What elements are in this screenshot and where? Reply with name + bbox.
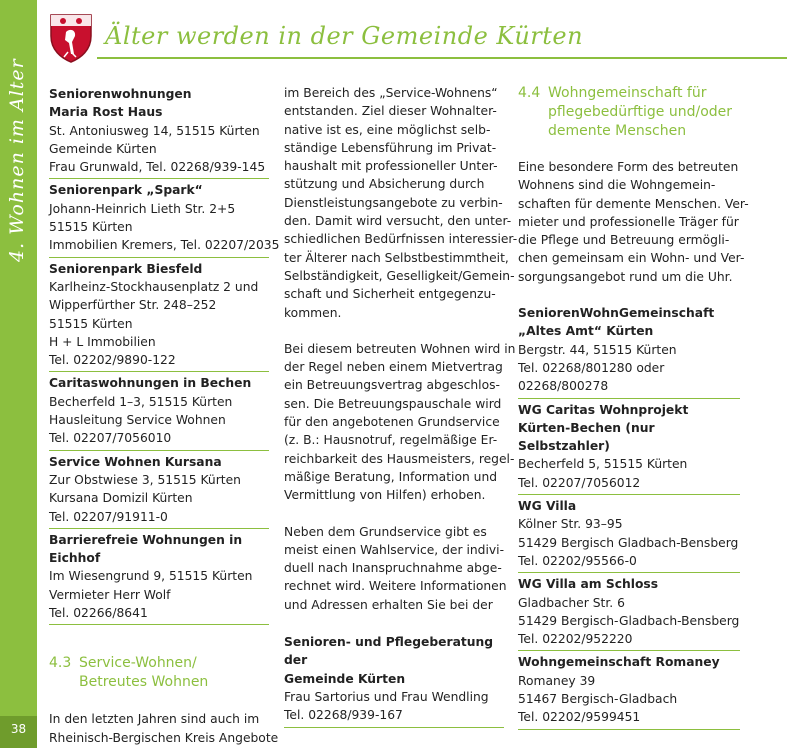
paragraph-line: ter Älterer nach Selbstbestimmtheit, bbox=[284, 250, 509, 265]
entry-line: Becherfeld 1–3, 51515 Kürten bbox=[49, 394, 233, 409]
contact-line: Frau Sartorius und Frau Wendling bbox=[284, 689, 489, 704]
contact-phone: Tel. 02268/939-167 bbox=[284, 708, 403, 723]
entry-title: WG Caritas Wohnprojekt bbox=[518, 402, 689, 417]
address-entry bbox=[49, 373, 269, 450]
paragraph-line: Dienstleistungsangebote zu verbin- bbox=[284, 195, 503, 210]
paragraph-line: und Adressen erhalten Sie bei der bbox=[284, 597, 493, 612]
chapter-label bbox=[6, 226, 42, 262]
paragraph-line: ein Betreuungsvertrag abgeschlos- bbox=[284, 378, 500, 393]
header-divider bbox=[97, 57, 787, 59]
entry-title: Maria Rost Haus bbox=[49, 105, 163, 120]
paragraph-line: entstanden. Ziel dieser Wohnalter- bbox=[284, 104, 497, 119]
page-title: Älter werden in der Gemeinde Kürten bbox=[105, 22, 584, 50]
entry-line: Karlheinz-Stockhausenplatz 2 und bbox=[49, 279, 259, 294]
paragraph-line: Selbständigkeit, Geselligkeit/Gemein- bbox=[284, 268, 515, 283]
entry-title: WG Villa bbox=[518, 499, 577, 514]
contact-name: Senioren- und Pflegeberatung der bbox=[284, 635, 494, 668]
column-2 bbox=[284, 84, 518, 729]
entry-line: Romaney 39 bbox=[518, 673, 596, 688]
entry-title: Caritaswohnungen in Bechen bbox=[49, 376, 252, 391]
entry-line: 51515 Kürten bbox=[49, 316, 133, 331]
paragraph-line: mäßige Beratung, Information und bbox=[284, 469, 498, 484]
address-entry bbox=[49, 84, 269, 179]
entry-line: Tel. 02202/9599451 bbox=[518, 710, 641, 725]
paragraph-line: Bei diesem betreuten Wohnen wird in bbox=[284, 341, 516, 356]
entry-title: Wohngemeinschaft Romaney bbox=[518, 655, 720, 670]
paragraph-line: im Bereich des „Service-Wohnens“ bbox=[284, 86, 498, 100]
entry-line: Tel. 02202/9890-122 bbox=[49, 353, 176, 368]
paragraph-line: schaft und Sicherheit entgegenzu- bbox=[284, 287, 496, 302]
entry-line: Tel. 02266/8641 bbox=[49, 606, 148, 621]
address-entry bbox=[518, 574, 740, 651]
paragraph-line: schiedlichen Bedürfnissen interessier- bbox=[284, 232, 518, 247]
column-3 bbox=[518, 84, 749, 731]
paragraph-line: duell nach Inanspruchnahme abge- bbox=[284, 561, 502, 576]
page-number: 38 bbox=[10, 722, 27, 736]
paragraph-line: reichbarkeit des Hausmeisters, regel- bbox=[284, 451, 515, 466]
section-title-line: Service-Wohnen/ bbox=[79, 655, 197, 672]
entry-title: Seniorenwohnungen bbox=[49, 87, 192, 101]
entry-title: WG Villa am Schloss bbox=[518, 577, 659, 592]
contact-entry bbox=[284, 632, 504, 727]
entry-line: Tel. 02207/7056012 bbox=[518, 475, 641, 490]
section-heading-4-3 bbox=[49, 654, 269, 692]
paragraph-line: mieter und professionelle Träger für bbox=[518, 214, 739, 229]
paragraph-line: chen gemeinsam ein Wohn- und Ver- bbox=[518, 251, 745, 266]
paragraph-line: stützung und Absicherung durch bbox=[284, 177, 485, 192]
address-entry bbox=[518, 652, 740, 729]
paragraph-line: kommen. bbox=[284, 305, 342, 320]
address-entry bbox=[49, 259, 269, 373]
paragraph-line: schaften für demente Menschen. Ver- bbox=[518, 196, 749, 211]
entry-line: Zur Obstwiese 3, 51515 Kürten bbox=[49, 472, 241, 487]
address-entry bbox=[518, 303, 740, 398]
entry-line: Bergstr. 44, 51515 Kürten bbox=[518, 342, 677, 357]
paragraph-line: die Pflege und Betreuung ermögli- bbox=[518, 233, 730, 248]
entry-line: H + L Immobilien bbox=[49, 334, 156, 349]
paragraph-line: der Regel neben einem Mietvertrag bbox=[284, 360, 503, 375]
entry-line: Tel. 02202/95566-0 bbox=[518, 553, 637, 568]
section-title-line: pflegebedürftige und/oder bbox=[548, 104, 733, 120]
entry-line: 02268/800278 bbox=[518, 379, 609, 394]
entry-title: „Altes Amt“ Kürten bbox=[518, 324, 654, 339]
paragraph-line: (z. B.: Hausnotruf, regelmäßige Er- bbox=[284, 433, 498, 448]
entry-line: Kölner Str. 93–95 bbox=[518, 517, 623, 532]
paragraph-line: Vermittlung von Hilfen) erhoben. bbox=[284, 488, 486, 503]
section-heading-4-4 bbox=[518, 84, 740, 141]
address-entry bbox=[518, 496, 740, 573]
entry-line: 51467 Bergisch-Gladbach bbox=[518, 692, 678, 707]
text-line: In den letzten Jahren sind auch im bbox=[49, 712, 260, 727]
entry-line: 51429 Bergisch Gladbach-Bensberg bbox=[518, 535, 739, 550]
entry-line: Johann-Heinrich Lieth Str. 2+5 bbox=[49, 201, 236, 216]
entry-title: Kürten-Bechen (nur Selbstzahler) bbox=[518, 420, 655, 454]
entry-line: Hausleitung Service Wohnen bbox=[49, 413, 226, 428]
section-number: 4.4 bbox=[518, 85, 541, 101]
entry-line: Tel. 02202/952220 bbox=[518, 632, 633, 647]
paragraph-line: sorgungsangebot rund um die Uhr. bbox=[518, 269, 733, 284]
entry-line: Vermieter Herr Wolf bbox=[49, 587, 171, 602]
entry-title: Seniorenpark „Spark“ bbox=[49, 183, 203, 198]
paragraph-line: haushalt mit professioneller Unter- bbox=[284, 159, 498, 174]
paragraph-line: rechnet wird. Weitere Informationen bbox=[284, 579, 507, 594]
entry-line: Kursana Domizil Kürten bbox=[49, 491, 193, 506]
address-entry bbox=[49, 530, 269, 625]
entry-title: Service Wohnen Kursana bbox=[49, 454, 222, 469]
paragraph-line: den. Damit wird versucht, den unter- bbox=[284, 214, 512, 229]
paragraph-line: meist einen Wahlservice, der indivi- bbox=[284, 542, 505, 557]
section-title-line: demente Menschen bbox=[548, 123, 687, 139]
paragraph-line: native ist es, eine möglichst selb- bbox=[284, 122, 491, 137]
column-1 bbox=[49, 84, 280, 747]
section-title-line: Betreutes Wohnen bbox=[79, 674, 209, 691]
paragraph-line: sen. Die Betreuungspauschale wird bbox=[284, 396, 502, 411]
entry-title: Seniorenpark Biesfeld bbox=[49, 261, 203, 276]
entry-line: Tel. 02268/801280 oder bbox=[518, 360, 665, 375]
entry-line: Frau Grunwald, Tel. 02268/939-145 bbox=[49, 160, 266, 175]
section-number: 4.3 bbox=[49, 655, 72, 672]
section-title-line: Wohngemeinschaft für bbox=[548, 85, 707, 101]
address-entry bbox=[49, 180, 280, 257]
entry-line: Gladbacher Str. 6 bbox=[518, 595, 625, 610]
entry-line: Immobilien Kremers, Tel. 02207/2035 bbox=[49, 238, 280, 253]
address-entry bbox=[49, 452, 269, 529]
contact-name: Gemeinde Kürten bbox=[284, 671, 406, 686]
paragraph-line: ständige Lebensführung im Privat- bbox=[284, 140, 497, 155]
coat-of-arms-icon bbox=[48, 12, 94, 64]
entry-line: 51429 Bergisch-Gladbach-Bensberg bbox=[518, 613, 740, 628]
entry-line: Tel. 02207/91911-0 bbox=[49, 509, 168, 524]
paragraph-line: Eine besondere Form des betreuten bbox=[518, 160, 739, 174]
entry-line: 51515 Kürten bbox=[49, 220, 133, 235]
entry-line: Tel. 02207/7056010 bbox=[49, 431, 172, 446]
entry-title: Barrierefreie Wohnungen in Eichhof bbox=[49, 532, 243, 566]
entry-line: Gemeinde Kürten bbox=[49, 141, 157, 156]
text-line: Rheinisch-Bergischen Kreis Angebote bbox=[49, 730, 279, 745]
paragraph-line: Wohnens sind die Wohngemein- bbox=[518, 178, 716, 193]
entry-line: Im Wiesengrund 9, 51515 Kürten bbox=[49, 569, 253, 584]
entry-line: St. Antoniusweg 14, 51515 Kürten bbox=[49, 123, 260, 138]
paragraph-line: Neben dem Grundservice gibt es bbox=[284, 524, 487, 539]
entry-line: Wipperfürther Str. 248–252 bbox=[49, 298, 217, 313]
paragraph-line: für den angebotenen Grundservice bbox=[284, 415, 500, 430]
address-entry bbox=[518, 400, 740, 495]
entry-title: SeniorenWohnGemeinschaft bbox=[518, 306, 715, 321]
entry-line: Becherfeld 5, 51515 Kürten bbox=[518, 457, 688, 472]
